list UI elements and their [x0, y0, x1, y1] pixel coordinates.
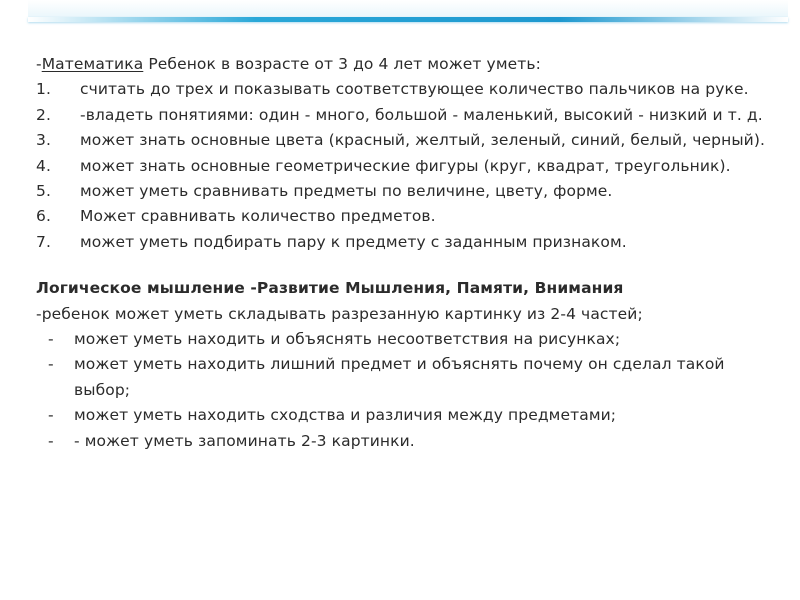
logic-skills-list [36, 327, 774, 454]
list-number: 5. [36, 182, 51, 201]
math-list-item [36, 154, 774, 179]
list-item-text: может уметь находить сходства и различия между предметами; [74, 406, 617, 425]
list-number: 4. [36, 156, 51, 175]
math-list-item [36, 128, 774, 153]
logic-list-item [36, 352, 774, 403]
section-spacer [36, 255, 774, 276]
list-number: 3. [36, 131, 51, 150]
math-list-item [36, 103, 774, 128]
list-number: 1. [36, 80, 51, 99]
list-item-text: - может уметь запоминать 2-3 картинки. [74, 431, 415, 450]
list-item-text: может уметь сравнивать предметы по величине, цвету, форме. [80, 182, 613, 201]
header-band [28, 0, 788, 18]
math-list-item [36, 204, 774, 229]
logic-heading: Логическое мышление -Развитие Мышления, Памяти, Внимания [36, 279, 624, 298]
list-item-text: может уметь подбирать пару к предмету с заданным признаком. [80, 232, 627, 251]
list-item-text: может уметь находить и объяснять несоответствия на рисунках; [74, 330, 621, 349]
list-bullet: - [48, 406, 54, 425]
list-item-text: -владеть понятиями: один - много, большой - маленький, высокий - низкий и т. д. [80, 105, 763, 124]
slide-content [36, 52, 774, 454]
logic-list-item [36, 403, 774, 428]
list-bullet: - [48, 431, 54, 450]
math-intro: Ребенок в возрасте от 3 до 4 лет может уметь: [143, 55, 541, 73]
list-number: 6. [36, 207, 51, 226]
logic-list-item [36, 327, 774, 352]
logic-list-item [36, 429, 774, 454]
list-bullet: - [48, 355, 54, 374]
list-item-text: считать до трех и показывать соответствующее количество пальчиков на руке. [80, 80, 749, 99]
logic-intro: -ребенок может уметь складывать разрезанную картинку из 2-4 частей; [36, 304, 643, 323]
list-item-text: может знать основные геометрические фигуры (круг, квадрат, треугольник). [80, 156, 731, 175]
math-lead-dash: - [36, 55, 42, 73]
header-accent-line [28, 17, 788, 22]
list-bullet: - [48, 330, 54, 349]
list-number: 7. [36, 232, 51, 251]
math-heading-line [36, 52, 774, 77]
list-item-text: Может сравнивать количество предметов. [80, 207, 436, 226]
math-list-item [36, 230, 774, 255]
list-item-text: может знать основные цвета (красный, желтый, зеленый, синий, белый, черный). [80, 131, 766, 150]
math-skills-list [36, 77, 774, 255]
list-number: 2. [36, 105, 51, 124]
list-item-text: может уметь находить лишний предмет и объяснять почему он сделал такой выбор; [74, 355, 725, 399]
math-title: Математика [41, 55, 144, 73]
math-list-item [36, 77, 774, 102]
math-list-item [36, 179, 774, 204]
